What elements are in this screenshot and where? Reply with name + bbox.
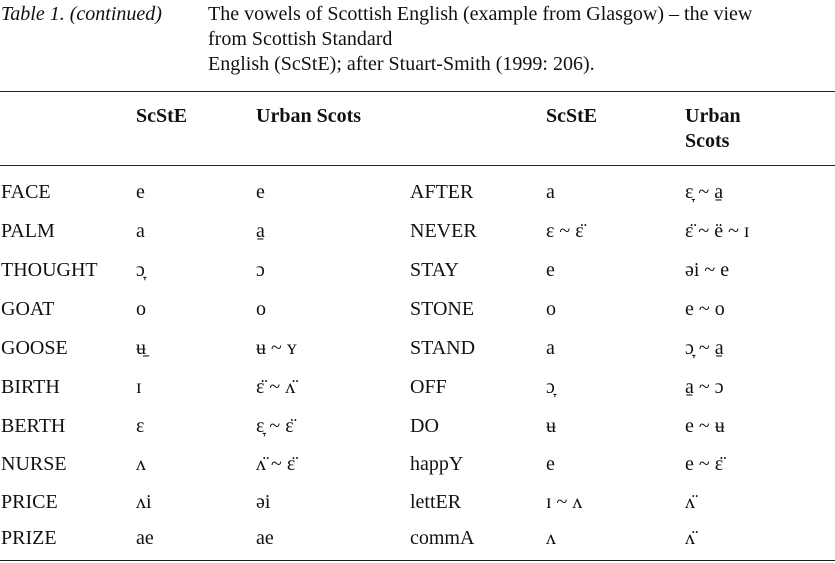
urban-scots-cell: ʌ̈ bbox=[685, 527, 695, 549]
table-top-rule bbox=[0, 91, 835, 92]
caption-text bbox=[208, 2, 834, 77]
urban-scots-cell: əi ~ e bbox=[685, 259, 730, 281]
header-rule bbox=[0, 165, 835, 166]
urban-scots-cell: a̠ bbox=[256, 220, 265, 242]
scste-cell: e bbox=[546, 453, 555, 475]
scste-cell: ɪ ~ ʌ bbox=[546, 491, 583, 513]
scste-cell: ɔ̞ bbox=[136, 259, 145, 281]
lexical-set-cell: GOOSE bbox=[1, 337, 68, 359]
table-bottom-rule bbox=[0, 560, 835, 561]
lexical-set-cell: lettER bbox=[410, 491, 462, 513]
urban-scots-cell: ɛ̞ ~ a̠ bbox=[685, 181, 724, 203]
urban-scots-cell: o bbox=[256, 298, 266, 320]
scste-cell: ae bbox=[136, 527, 154, 549]
lexical-set-cell: NEVER bbox=[410, 220, 477, 242]
lexical-set-cell: STAND bbox=[410, 337, 476, 359]
scste-cell: ɔ̞ bbox=[546, 376, 555, 398]
urban-scots-cell: e ~ ɛ̈ bbox=[685, 453, 724, 475]
scste-cell: ʌ bbox=[136, 453, 146, 475]
scste-cell: o bbox=[136, 298, 146, 320]
urban-scots-cell: e ~ ʉ bbox=[685, 415, 725, 437]
scste-cell: e bbox=[136, 181, 145, 203]
lexical-set-cell: AFTER bbox=[410, 181, 474, 203]
urban-scots-cell: ɔ bbox=[256, 259, 265, 281]
scste-cell: a bbox=[546, 337, 555, 359]
urban-scots-cell: ɛ̈ ~ ʌ̈ bbox=[256, 376, 296, 398]
lexical-set-cell: commA bbox=[410, 527, 475, 549]
urban-scots-cell: ʌ̈ ~ ɛ̈ bbox=[256, 453, 296, 475]
caption-line: English (ScStE); after Stuart-Smith (1999: 206). bbox=[208, 53, 595, 75]
lexical-set-cell: FACE bbox=[1, 181, 51, 203]
lexical-set-cell: DO bbox=[410, 415, 439, 437]
caption-line: from Scottish Standard bbox=[208, 28, 393, 50]
urban-scots-cell: ae bbox=[256, 527, 274, 549]
caption-line: The vowels of Scottish English (example from Glasgow) – the view bbox=[208, 3, 753, 25]
scste-cell: o bbox=[546, 298, 556, 320]
scste-cell: a bbox=[136, 220, 145, 242]
scste-cell: ɛ ~ ɛ̈ bbox=[546, 220, 584, 242]
scste-cell: ʌi bbox=[136, 491, 152, 513]
scste-cell: ʌ bbox=[546, 527, 556, 549]
scste-cell: e bbox=[546, 259, 555, 281]
header-scots-line: Scots bbox=[685, 130, 730, 152]
header-scste-right: ScStE bbox=[546, 105, 598, 127]
header-scste-left: ScStE bbox=[136, 105, 188, 127]
header-urban-scots-right bbox=[685, 104, 741, 154]
scste-cell: ʉ bbox=[546, 415, 556, 437]
urban-scots-cell: e ~ o bbox=[685, 298, 725, 320]
lexical-set-cell: PRIZE bbox=[1, 527, 57, 549]
lexical-set-cell: GOAT bbox=[1, 298, 55, 320]
urban-scots-cell: ɛ̞ ~ ɛ̈ bbox=[256, 415, 294, 437]
urban-scots-cell: e bbox=[256, 181, 265, 203]
scste-cell: ʉ̠ bbox=[136, 337, 146, 359]
header-urban-scots-left: Urban Scots bbox=[256, 105, 362, 127]
lexical-set-cell: THOUGHT bbox=[1, 259, 98, 281]
lexical-set-cell: NURSE bbox=[1, 453, 67, 475]
urban-scots-cell: əi bbox=[256, 491, 271, 513]
urban-scots-cell: ʌ̈ bbox=[685, 491, 695, 513]
scste-cell: ɛ bbox=[136, 415, 145, 437]
scste-cell: ɪ bbox=[136, 376, 142, 398]
lexical-set-cell: STONE bbox=[410, 298, 475, 320]
header-urban-line: Urban bbox=[685, 105, 741, 127]
urban-scots-cell: a̠ ~ ɔ bbox=[685, 376, 724, 398]
lexical-set-cell: STAY bbox=[410, 259, 459, 281]
scste-cell: a bbox=[546, 181, 555, 203]
urban-scots-cell: ʉ ~ ʏ bbox=[256, 337, 297, 359]
lexical-set-cell: PRICE bbox=[1, 491, 58, 513]
caption-label: Table 1. (continued) bbox=[1, 3, 162, 25]
lexical-set-cell: OFF bbox=[410, 376, 447, 398]
urban-scots-cell: ɛ̈ ~ ë ~ ɪ bbox=[685, 220, 750, 242]
lexical-set-cell: happY bbox=[410, 453, 464, 475]
urban-scots-cell: ɔ̞ ~ a̠ bbox=[685, 337, 724, 359]
table-caption bbox=[0, 0, 835, 88]
lexical-set-cell: PALM bbox=[1, 220, 55, 242]
lexical-set-cell: BIRTH bbox=[1, 376, 60, 398]
lexical-set-cell: BERTH bbox=[1, 415, 66, 437]
